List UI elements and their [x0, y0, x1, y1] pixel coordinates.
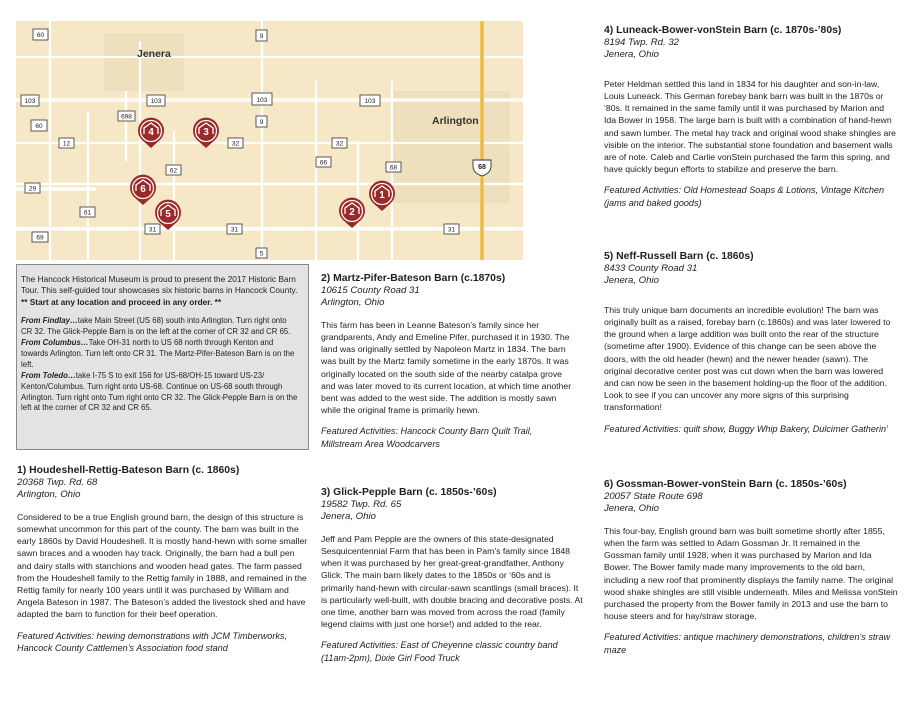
route-shield-5: 5 — [259, 250, 264, 258]
barn-marker-6-number: 6 — [140, 184, 146, 195]
intro-text — [21, 274, 298, 308]
barn-title: 2) Martz-Pifer-Bateson Barn (c.1870s) — [321, 273, 506, 284]
intro-description: The Hancock Historical Museum is proud to present the 2017 Historic Barn Tour. This self-guided tour showcases six historic barns in Hancock County. — [21, 274, 298, 296]
barn-description: Jeff and Pam Pepple are the owners of this state-designated Sesquicentennial Farm that has been in Pam’s family since 1848 when it was purchased by her great-great-grandfather, Anthony Glick. The main barn likely dates to the 1850s or ‘60s and is primarily hand-hewn with circular-sawn scantlings (small braces). It is particularly well-built, with double bracing and decorative posts. At one time, another barn was moved from across the road (family legend claims with just one horse!) and added to the rear. — [321, 533, 583, 630]
barn-featured-activities: Featured Activities: antique machinery demonstrations, children’s straw maze — [604, 632, 891, 655]
barn-town: Jenera, Ohio — [604, 49, 659, 61]
barn-title: 3) Glick-Pepple Barn (c. 1850s-’60s) — [321, 487, 497, 498]
barn-description: Considered to be a true English ground barn, the design of this structure is somewhat uncommon for this part of the county. The barn was built in the early 1860s by David Houdeshell. It is mostly hand-hewn with some smaller sawn braces and a wooden hay track. Originally, the barn had a bull pen and dairy stalls with stanchions and wooden head gates. The farm passed from the Houdeshell family to the Rettig family in 1888, and remained in the Rettig family for nearly 100 years until it was purchased by William and Angela Bateson in 1987. The Bateson’s added the livestock shed and have adapted the barn to function for their beef operation. — [17, 511, 308, 620]
barn-marker-2-number: 2 — [349, 207, 355, 218]
route-shield-31-c: 31 — [447, 226, 456, 234]
route-shield-68: 68 — [389, 164, 398, 172]
barn-town: Jenera, Ohio — [604, 275, 659, 287]
route-shield-103-c: 103 — [256, 97, 268, 104]
barn-marker-3-number: 3 — [203, 127, 209, 138]
route-shield-9-north: 9 — [259, 33, 264, 40]
route-shield-698: 698 — [121, 113, 132, 121]
barn-entry-5 — [604, 250, 898, 435]
barn-featured-activities: Featured Activities: Hancock County Barn Quilt Trail, Millstream Area Woodcarvers — [321, 426, 533, 449]
barn-description: Peter Heldman settled this land in 1834 for his daughter and son-in-law, Louis Luneack. This German forebay bank barn was built in the 1870s or ‘80s. It remained in the same family until it was purchased by Marion and Ida Bower in 1958. The large barn is built with a combination of hand-hewn and sawn lumber. The metal hay track and original wood shake shingles are visible on the interior. The substantial stone foundation and basement walls are of note. Caleb and Carlie vonStein purchased the farm this spring, and have quickly begun efforts to stabilize and preserve the barn. — [604, 78, 897, 175]
directions-label: From Toledo… — [21, 370, 76, 380]
route-shield-103-a: 103 — [24, 98, 36, 105]
directions-text: take Main Street (US 68) south into Arlington. Turn right onto CR 32. The Glick-Pepple Barn is on the left at the corner of CR 32 and CR 65. — [21, 316, 291, 337]
directions-text: Take OH-31 north to US 68 north through Kenton and towards Arlington. Turn left onto CR 31. The Martz-Pifer-Bateson Barn is on the left. — [21, 338, 295, 369]
tour-map — [16, 21, 523, 260]
intro-box — [16, 264, 309, 450]
route-shield-32-a: 32 — [231, 140, 240, 148]
directions-columbus — [21, 338, 298, 371]
barn-town: Arlington, Ohio — [17, 489, 81, 501]
route-shield-66: 66 — [319, 159, 328, 167]
barn-featured-activities: Featured Activities: hewing demonstrations with JCM Timberworks, Hancock County Cattlemen’s Association food stand — [17, 630, 287, 654]
barn-title: 6) Gossman-Bower-vonStein Barn (c. 1850s-’60s) — [604, 479, 847, 490]
route-shield-62: 62 — [169, 167, 178, 175]
barn-town: Arlington, Ohio — [321, 297, 385, 309]
directions-findlay — [21, 316, 298, 338]
barn-address: 8433 County Road 31 — [604, 263, 698, 274]
route-shield-12: 12 — [62, 140, 71, 148]
route-shield-31-a: 31 — [148, 226, 157, 234]
directions-label: From Findlay… — [21, 316, 78, 326]
barn-description: This four-bay, English ground barn was built sometime shortly after 1855, when the farm was settled to Adam Gossman Jr. It remained in the Gossman family until 1928, when it was purchased by Marion and Ida Bower. The Bower family made many improvements to the old barn, including a new roof that prominently displays the family name. The original wood shake shingles are still visible underneath. Miles and Melissa vonStein purchased the property from the Bower family in 2013 and use the barn to house steers and for hay/straw storage. — [604, 525, 898, 622]
directions-toledo — [21, 371, 298, 415]
barn-town: Jenera, Ohio — [604, 503, 659, 515]
town-label-arlington: Arlington — [432, 115, 479, 127]
barn-entry-1 — [17, 464, 309, 654]
directions-label: From Columbus… — [21, 338, 89, 348]
route-shield-60-west: 60 — [35, 123, 43, 130]
barn-featured-activities: Featured Activities: quilt show, Buggy Whip Bakery, Dulcimer Gatherin’ — [604, 423, 889, 434]
barn-address: 20057 State Route 698 — [604, 491, 703, 502]
route-shield-103-b: 103 — [150, 98, 162, 105]
barn-marker-4-number: 4 — [148, 127, 154, 138]
barn-featured-activities: Featured Activities: Old Homestead Soaps & Lotions, Vintage Kitchen (jams and baked goods) — [604, 185, 885, 208]
barn-address: 10615 County Road 31 — [321, 285, 420, 296]
us-68-shield: 68 — [478, 164, 486, 171]
route-shield-31-b: 31 — [230, 226, 239, 234]
barn-marker-5-number: 5 — [165, 209, 171, 220]
barn-address: 20368 Twp. Rd. 68 — [17, 477, 98, 488]
barn-description: This farm has been in Leanne Bateson’s family since her grandparents, Andy and Emeline Pifer, purchased it in 1930. The land was originally settled by Napoleon Martz in 1834. The barn was built by the Martz family sometime in the early 1870s. It was originally located on the south side of the nearby catalpa grove and was later moved to its current location, at which time another bent was added to the west side. The addition is mostly sawn while the original frame is primarily hewn. — [321, 319, 572, 416]
intro-emphasis: ** Start at any location and proceed in any order. ** — [21, 296, 222, 307]
barn-description: This truly unique barn documents an incredible evolution! The barn was originally built as a raised, forebay barn (c.1860s) and was later lowered to the ground when a large addition was built onto the rear of the structure (sometime after 1900). Evidence of this change can be seen above the doors, with the old header (hewn) and the newer header (sawn). The original decorative center post was cut down when the barn was lowered and can now be seen in the basement holding-up the floor of the addition. Look to see if you can uncover any more signs of this surprising transformation! — [604, 304, 891, 413]
route-shield-69: 69 — [36, 234, 44, 242]
barn-address: 8194 Twp. Rd. 32 — [604, 37, 680, 48]
route-shield-9-mid: 9 — [259, 119, 264, 126]
barn-title: 1) Houdeshell-Rettig-Bateson Barn (c. 1860s) — [17, 465, 240, 476]
route-shield-29: 29 — [28, 185, 37, 193]
barn-featured-activities: Featured Activities: East of Cheyenne classic country band (11am-2pm), Dixie Girl Food Truck — [321, 640, 558, 663]
barn-town: Jenera, Ohio — [321, 511, 376, 523]
route-shield-103-d: 103 — [364, 98, 376, 105]
barn-entry-2 — [321, 272, 573, 450]
directions-text: take I-75 S to exit 156 for US-68/OH-15 toward US-23/ Kenton/Columbus. Turn right onto US-68. Continue on US-68 south through Arlington. Turn right onto Turn right onto CR 32. The Glick-Pepple Barn is on the left at the corner of CR 32 and CR 65. — [21, 370, 298, 413]
barn-marker-1-number: 1 — [379, 190, 385, 201]
barn-address: 19582 Twp. Rd. 65 — [321, 499, 402, 510]
barn-title: 4) Luneack-Bower-vonStein Barn (c. 1870s-’80s) — [604, 25, 842, 36]
route-shield-32-b: 32 — [335, 140, 344, 148]
barn-entry-3 — [321, 486, 583, 664]
route-shield-60-north: 60 — [36, 32, 45, 39]
barn-entry-6 — [604, 478, 898, 656]
route-shield-61: 61 — [83, 209, 92, 217]
barn-title: 5) Neff-Russell Barn (c. 1860s) — [604, 251, 754, 262]
town-label-jenera: Jenera — [137, 48, 171, 60]
barn-entry-4 — [604, 24, 898, 209]
tour-map-svg — [16, 21, 523, 260]
